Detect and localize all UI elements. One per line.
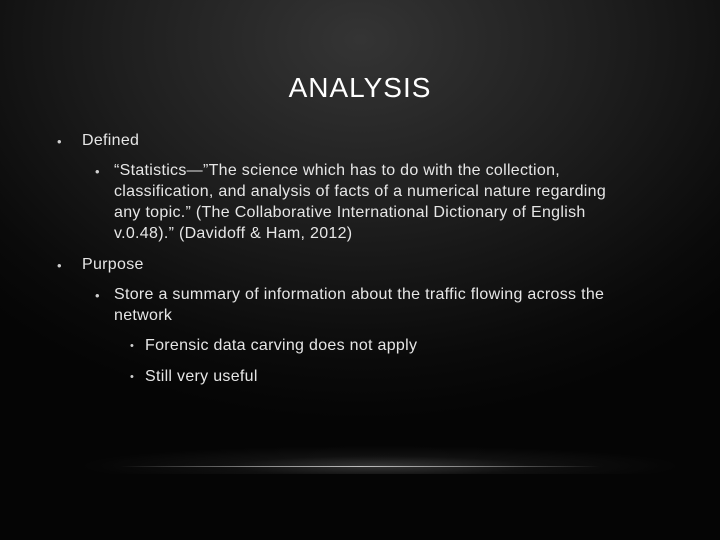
definition-line: any topic.” (The Collaborative International Dictionary of English bbox=[114, 204, 586, 221]
bullet-store-summary bbox=[114, 284, 674, 326]
definition-line: v.0.48).” (Davidoff & Ham, 2012) bbox=[114, 225, 353, 242]
bullet-forensic-carving: Forensic data carving does not apply bbox=[145, 337, 418, 354]
summary-line: network bbox=[114, 307, 173, 324]
bullet-icon: • bbox=[95, 164, 100, 179]
bullet-icon: • bbox=[57, 134, 62, 149]
floor-line bbox=[120, 466, 600, 467]
slide-title: ANALYSIS bbox=[288, 72, 432, 103]
bullet-still-useful: Still very useful bbox=[145, 368, 258, 385]
definition-line: classification, and analysis of facts of a numerical nature regarding bbox=[114, 183, 607, 200]
bullet-definition bbox=[114, 160, 674, 244]
summary-line: Store a summary of information about the traffic flowing across the bbox=[114, 286, 605, 303]
bullet-icon: • bbox=[95, 288, 100, 303]
bullet-icon: • bbox=[130, 371, 134, 383]
bullet-icon: • bbox=[130, 340, 134, 352]
bullet-icon: • bbox=[57, 258, 62, 273]
definition-line: “Statistics—”The science which has to do with the collection, bbox=[114, 162, 561, 179]
bullet-defined: Defined bbox=[82, 132, 140, 149]
floor-glow bbox=[70, 434, 690, 474]
bullet-purpose: Purpose bbox=[82, 256, 144, 273]
